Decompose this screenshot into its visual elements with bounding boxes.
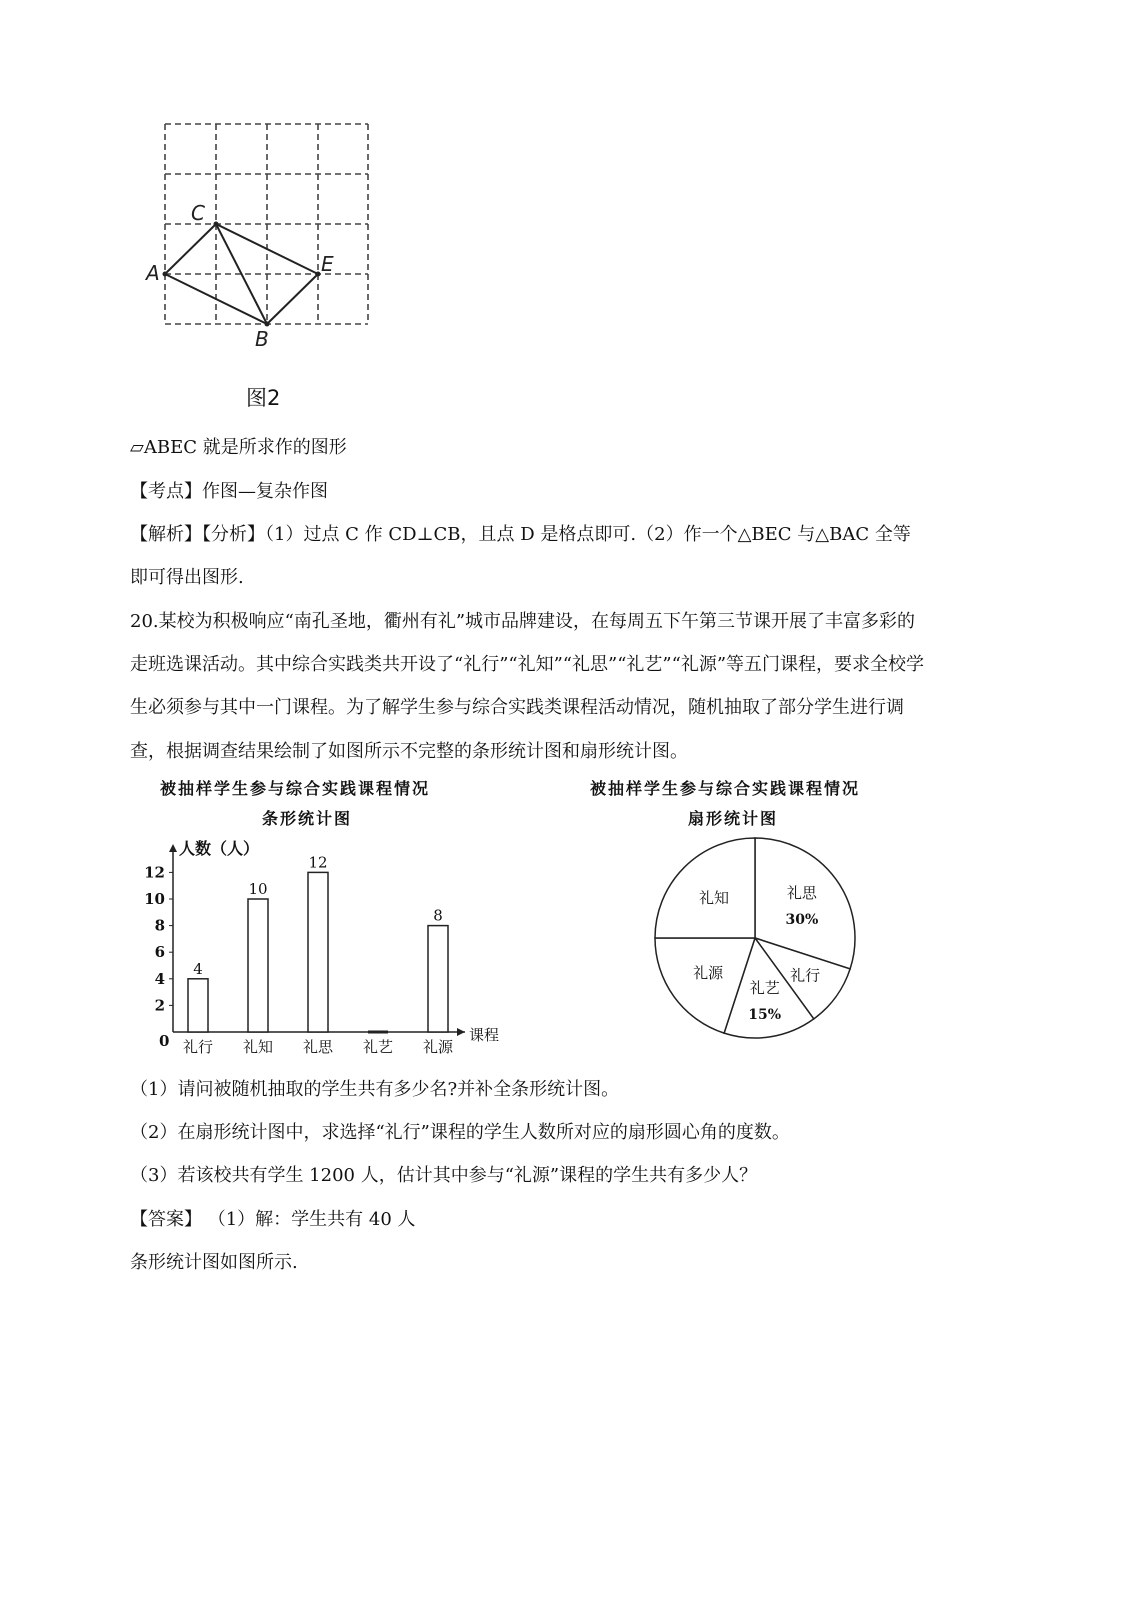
y-tick-label: 2 xyxy=(154,996,165,1015)
bar-chart-subtitle: 条形统计图 xyxy=(262,809,353,828)
y-tick-label: 10 xyxy=(144,890,165,908)
pie-slice-label: 礼源 xyxy=(693,964,724,983)
geometry-figure xyxy=(140,110,390,360)
bar xyxy=(428,926,448,1032)
category-label: 礼源 xyxy=(422,1038,454,1056)
text-line-2: 【考点】作图—复杂作图 xyxy=(130,481,328,502)
bar-value-label: 12 xyxy=(308,853,328,872)
bar-chart-title: 被抽样学生参与综合实践课程情况 xyxy=(160,779,431,798)
x-axis-arrow xyxy=(457,1028,465,1036)
answer-line-1: 【答案】 （1）解：学生共有 40 人 xyxy=(130,1209,416,1230)
text-line-8: 查，根据调查结果绘制了如图所示不完整的条形统计图和扇形统计图。 xyxy=(130,741,688,762)
bar xyxy=(188,979,208,1032)
text-line-5: 20.某校为积极响应“南孔圣地，衢州有礼”城市品牌建设，在每周五下午第三节课开展了丰富多彩的 xyxy=(130,611,916,632)
point-label-b: B xyxy=(255,327,269,351)
text-line-6: 走班选课活动。其中综合实践类共开设了“礼行”“礼知”“礼思”“礼艺”“礼源”等五门课程，要求全校学 xyxy=(130,654,925,675)
y-axis-label: 人数（人） xyxy=(179,839,260,858)
pie-slice-label: 礼思 xyxy=(786,883,817,902)
pie-slice-label: 礼行 xyxy=(790,966,821,985)
pie-slice-percent: 30% xyxy=(785,911,819,928)
y-tick-label: 6 xyxy=(154,943,165,962)
x-axis-label: 课程 xyxy=(469,1026,500,1044)
text-line-4: 即可得出图形. xyxy=(130,567,244,588)
pie-slice-label: 礼艺 xyxy=(749,979,780,998)
point-label-e: E xyxy=(321,252,334,276)
bar-value-label: 4 xyxy=(193,959,203,978)
bar xyxy=(308,872,328,1032)
bar xyxy=(248,899,268,1032)
pie-slice-label: 礼知 xyxy=(698,888,729,907)
figure-caption: 图2 xyxy=(246,386,281,410)
category-label: 礼行 xyxy=(182,1038,214,1056)
pie-slice-percent: 15% xyxy=(748,1007,782,1024)
y-tick-label: 8 xyxy=(154,916,165,935)
y-axis-arrow xyxy=(169,844,177,852)
text-line-1: ▱ABEC 就是所求作的图形 xyxy=(130,437,347,458)
question-3: （3）若该校共有学生 1200 人，估计其中参与“礼源”课程的学生共有多少人？ xyxy=(130,1165,758,1186)
bar-value-label: 10 xyxy=(248,880,268,898)
y-tick-label: 0 xyxy=(159,1032,170,1050)
answer-line-2: 条形统计图如图所示. xyxy=(130,1252,298,1273)
y-tick-label: 12 xyxy=(144,863,165,882)
category-label: 礼知 xyxy=(242,1038,274,1056)
category-label: 礼艺 xyxy=(362,1038,394,1056)
bar-value-label: 8 xyxy=(433,906,443,925)
point-label-a: A xyxy=(146,261,160,285)
pie-chart xyxy=(645,828,865,1048)
text-line-3: 【解析】【分析】（1）过点 C 作 CD⊥CB，且点 D 是格点即可.（2）作一个△BEC 与△BAC 全等 xyxy=(130,524,911,545)
bar-chart xyxy=(135,830,535,1070)
question-1: （1）请问被随机抽取的学生共有多少名?并补全条形统计图。 xyxy=(130,1079,620,1100)
text-line-7: 生必须参与其中一门课程。为了解学生参与综合实践类课程活动情况，随机抽取了部分学生进行调 xyxy=(130,697,904,718)
category-label: 礼思 xyxy=(302,1038,334,1056)
question-2: （2）在扇形统计图中，求选择“礼行”课程的学生人数所对应的扇形圆心角的度数。 xyxy=(130,1122,790,1143)
y-tick-label: 4 xyxy=(154,969,165,988)
point-label-c: C xyxy=(191,201,205,225)
pie-chart-subtitle: 扇形统计图 xyxy=(688,809,779,828)
pie-chart-title: 被抽样学生参与综合实践课程情况 xyxy=(590,779,861,798)
